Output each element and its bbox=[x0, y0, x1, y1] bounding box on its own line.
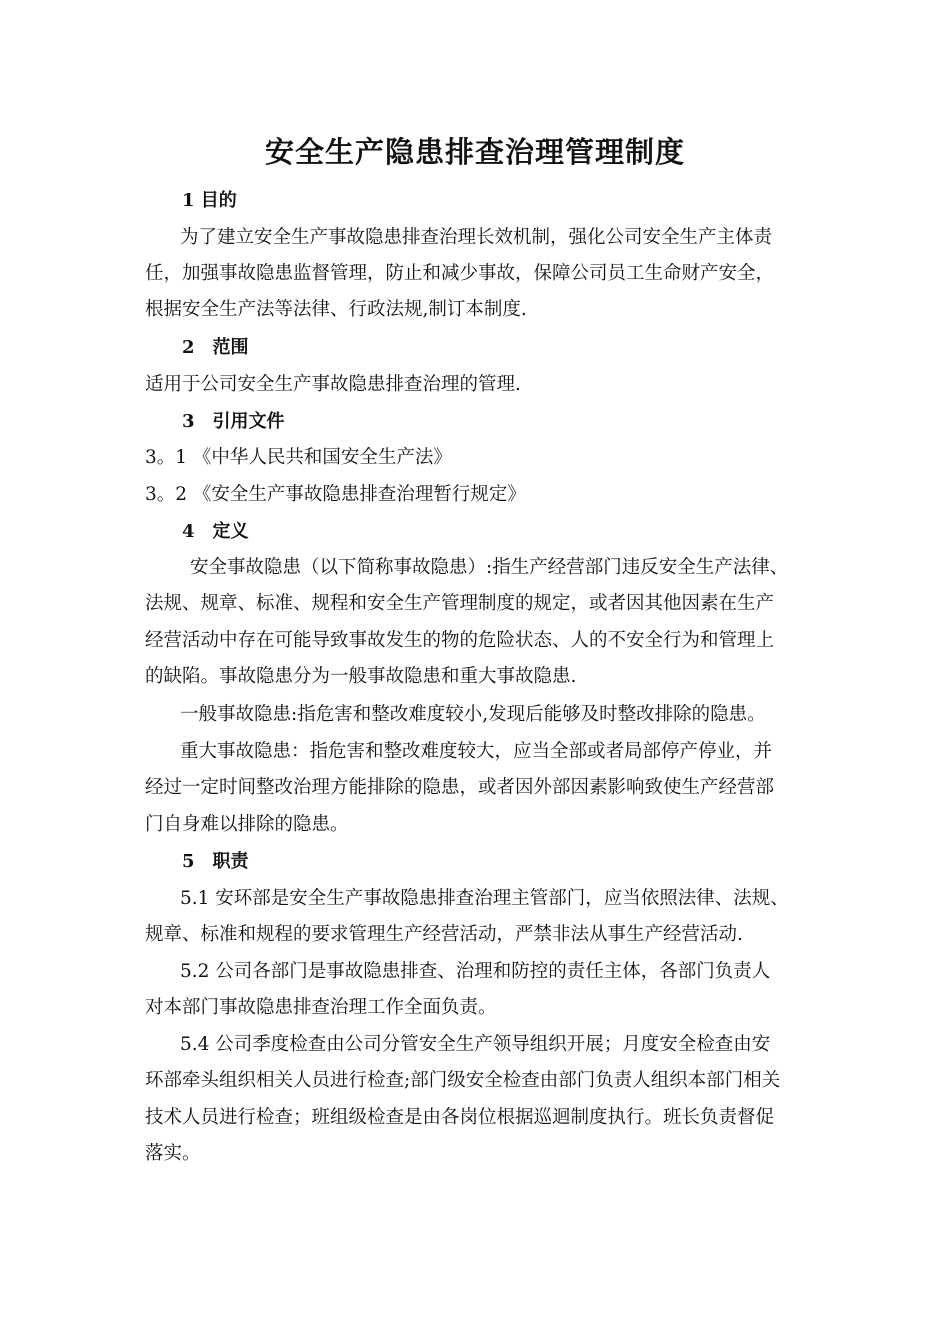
paragraph-line: 安全事故隐患（以下简称事故隐患）:指生产经营部门违反安全生产法律、 bbox=[190, 557, 789, 578]
paragraph-line: 门自身难以排除的隐患。 bbox=[145, 814, 349, 835]
paragraph-line: 任，加强事故隐患监督管理，防止和减少事故，保障公司员工生命财产安全， bbox=[145, 263, 775, 284]
paragraph-line: 法规、规章、标准、规程和安全生产管理制度的规定，或者因其他因素在生产 bbox=[145, 593, 775, 614]
paragraph-line: 的缺陷。事故隐患分为一般事故隐患和重大事故隐患. bbox=[145, 666, 577, 687]
reference-item: 3。2 《安全生产事故隐患排查治理暂行规定》 bbox=[145, 484, 526, 505]
section-heading-purpose: 1 目的 bbox=[182, 190, 237, 211]
paragraph-line: 经营活动中存在可能导致事故发生的物的危险状态、人的不安全行为和管理上 bbox=[145, 630, 775, 651]
paragraph-line: 一般事故隐患:指危害和整改难度较小,发现后能够及时整改排除的隐患。 bbox=[180, 704, 766, 725]
paragraph-line: 环部牵头组织相关人员进行检查;部门级安全检查由部门负责人组织本部门相关 bbox=[145, 1070, 781, 1091]
paragraph-line: 适用于公司安全生产事故隐患排查治理的管理. bbox=[145, 374, 521, 395]
paragraph-line: 根据安全生产法等法律、行政法规,制订本制度. bbox=[145, 299, 527, 320]
paragraph-line: 重大事故隐患：指危害和整改难度较大，应当全部或者局部停产停业，并 bbox=[180, 741, 773, 762]
paragraph-line: 落实。 bbox=[145, 1143, 201, 1164]
paragraph-line: 为了建立安全生产事故隐患排查治理长效机制，强化公司安全生产主体责 bbox=[180, 227, 773, 248]
paragraph-line: 5.2 公司各部门是事故隐患排查、治理和防控的责任主体，各部门负责人 bbox=[180, 961, 771, 982]
section-heading-scope: 2 范围 bbox=[182, 337, 249, 358]
reference-item: 3。1 《中华人民共和国安全生产法》 bbox=[145, 447, 452, 468]
paragraph-line: 经过一定时间整改治理方能排除的隐患，或者因外部因素影响致使生产经营部 bbox=[145, 777, 775, 798]
paragraph-line: 规章、标准和规程的要求管理生产经营活动，严禁非法从事生产经营活动. bbox=[145, 924, 743, 945]
paragraph-line: 5.1 安环部是安全生产事故隐患排查治理主管部门，应当依照法律、法规、 bbox=[180, 888, 789, 909]
section-heading-definitions: 4 定义 bbox=[182, 521, 249, 542]
paragraph-line: 对本部门事故隐患排查治理工作全面负责。 bbox=[145, 997, 497, 1018]
document-title: 安全生产隐患排查治理管理制度 bbox=[264, 135, 685, 169]
section-heading-references: 3 引用文件 bbox=[182, 411, 285, 432]
paragraph-line: 5.4 公司季度检查由公司分管安全生产领导组织开展；月度安全检查由安 bbox=[180, 1034, 771, 1055]
section-heading-responsibilities: 5 职责 bbox=[182, 851, 249, 872]
paragraph-line: 技术人员进行检查；班组级检查是由各岗位根据巡迴制度执行。班长负责督促 bbox=[145, 1107, 775, 1128]
